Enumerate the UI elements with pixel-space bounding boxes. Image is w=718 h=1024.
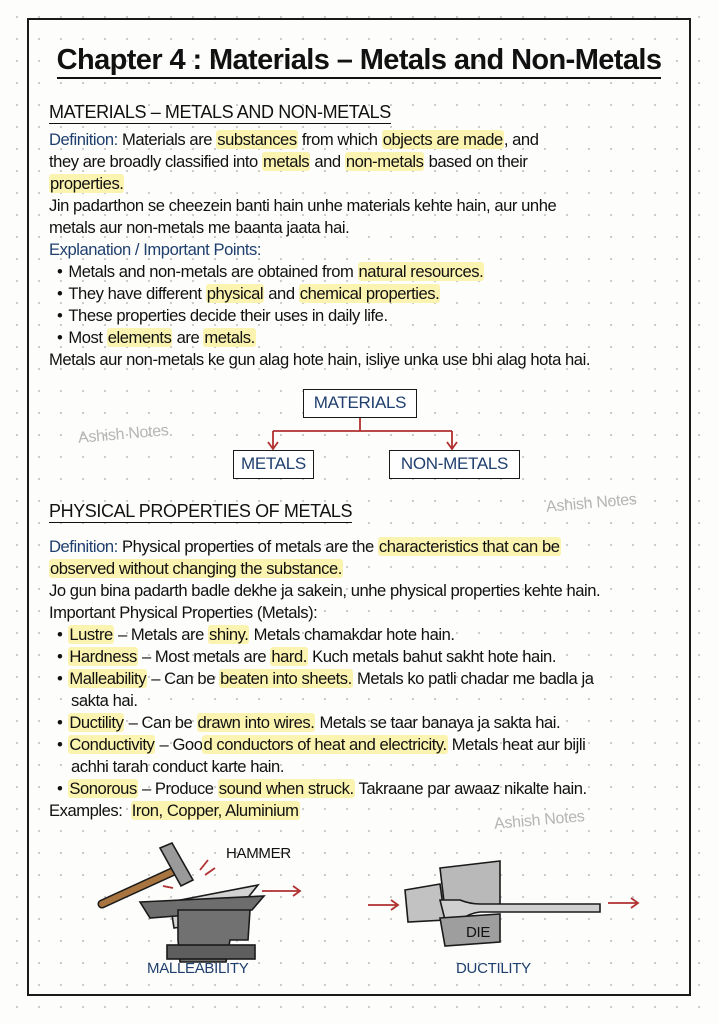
- text-segment: Metals and non-metals are obtained from: [68, 262, 358, 281]
- text-segment: Metals heat aur bijli: [447, 735, 586, 754]
- highlighted-text: shiny.: [209, 625, 249, 644]
- text-segment: Jin padarthon se cheezein banti hain unhe materials kehte hain, aur unhe: [49, 196, 557, 215]
- text-segment: Metals ko patli chadar me badla ja: [352, 669, 594, 688]
- text-segment: Important Physical Properties (Metals):: [49, 603, 318, 622]
- text-segment: sakta hai.: [71, 691, 138, 710]
- highlighted-text: characteristics that can be: [378, 537, 560, 556]
- text-segment: Kuch metals bahut sakht hote hain.: [307, 647, 556, 666]
- label-text: Definition:: [49, 537, 118, 556]
- highlighted-text: Iron, Copper, Aluminium: [131, 801, 299, 820]
- text-segment: Takraane par awaaz nikalte hain.: [354, 779, 587, 798]
- highlighted-text: elements: [107, 328, 172, 347]
- label-text: Explanation / Important Points:: [49, 240, 262, 259]
- text-segment: – Produce: [137, 779, 218, 798]
- section-heading-materials: MATERIALS – METALS AND NON-METALS: [49, 102, 391, 122]
- text-segment: Most: [68, 328, 107, 347]
- text-segment: They have different: [68, 284, 206, 303]
- section-heading-physical-properties: PHYSICAL PROPERTIES OF METALS: [49, 501, 353, 521]
- watermark: Ashish Notes: [545, 491, 638, 516]
- watermark: Ashish Notes: [77, 422, 170, 447]
- malleability-caption: MALLEABILITY: [147, 960, 249, 977]
- die-label: DIE: [466, 924, 491, 941]
- highlighted-text: observed without changing the substance.: [50, 559, 342, 578]
- text-segment: – Goo: [155, 735, 203, 754]
- highlighted-text: Conductivity: [69, 735, 155, 754]
- text-segment: These properties decide their uses in daily life.: [68, 306, 388, 325]
- highlighted-text: sound when struck.: [218, 779, 354, 798]
- text-segment: Metals se taar banaya ja sakta hai.: [315, 713, 561, 732]
- text-segment: Examples:: [49, 801, 131, 820]
- highlighted-text: substances: [217, 130, 297, 149]
- text-segment: – Most metals are: [137, 647, 271, 666]
- text-segment: and: [264, 284, 299, 303]
- highlighted-text: chemical properties.: [299, 284, 440, 303]
- highlighted-text: drawn into wires.: [197, 713, 315, 732]
- text-segment: they are broadly classified into: [49, 152, 262, 171]
- highlighted-text: properties.: [50, 174, 124, 193]
- text-segment: from which: [297, 130, 382, 149]
- highlighted-text: Lustre: [69, 625, 113, 644]
- text-segment: and: [310, 152, 345, 171]
- text-segment: Jo gun bina padarth badle dekhe ja sakein, unhe physical properties kehte hain.: [49, 581, 601, 600]
- highlighted-text: metals: [262, 152, 310, 171]
- highlighted-text: Malleability: [69, 669, 147, 688]
- text-segment: , and: [503, 130, 539, 149]
- text-segment: based on their: [424, 152, 528, 171]
- text-segment: Metals chamakdar hote hain.: [249, 625, 455, 644]
- highlighted-text: beaten into sheets.: [220, 669, 352, 688]
- diagram-root-materials: MATERIALS: [303, 389, 417, 418]
- highlighted-text: d conductors of heat and electricity.: [203, 735, 447, 754]
- diagram-node-metals: METALS: [233, 450, 314, 479]
- text-segment: achhi tarah conduct karte hain.: [71, 757, 284, 776]
- text-segment: Materials are: [117, 130, 217, 149]
- watermark: Ashish Notes: [493, 808, 586, 833]
- highlighted-text: natural resources.: [358, 262, 484, 281]
- text-segment: Metals aur non-metals ke gun alag hote hain, isliye unka use bhi alag hota hai.: [49, 350, 590, 369]
- highlighted-text: Ductility: [69, 713, 124, 732]
- highlighted-text: non-metals: [345, 152, 424, 171]
- text-segment: Physical properties of metals are the: [117, 537, 378, 556]
- highlighted-text: hard.: [271, 647, 307, 666]
- hammer-label: HAMMER: [226, 845, 291, 862]
- text-segment: – Can be: [147, 669, 220, 688]
- text-segment: – Can be: [124, 713, 197, 732]
- text-segment: – Metals are: [113, 625, 209, 644]
- highlighted-text: metals.: [204, 328, 255, 347]
- diagram-node-non-metals: NON-METALS: [389, 450, 520, 479]
- highlighted-text: physical: [206, 284, 264, 303]
- chapter-title: Chapter 4 : Materials – Metals and Non-Metals: [0, 44, 718, 77]
- highlighted-text: Hardness: [69, 647, 137, 666]
- label-text: Definition:: [49, 130, 118, 149]
- highlighted-text: objects are made: [382, 130, 503, 149]
- text-segment: metals aur non-metals me baanta jaata hai.: [49, 218, 350, 237]
- highlighted-text: Sonorous: [69, 779, 137, 798]
- ductility-caption: DUCTILITY: [456, 960, 531, 977]
- text-segment: are: [172, 328, 204, 347]
